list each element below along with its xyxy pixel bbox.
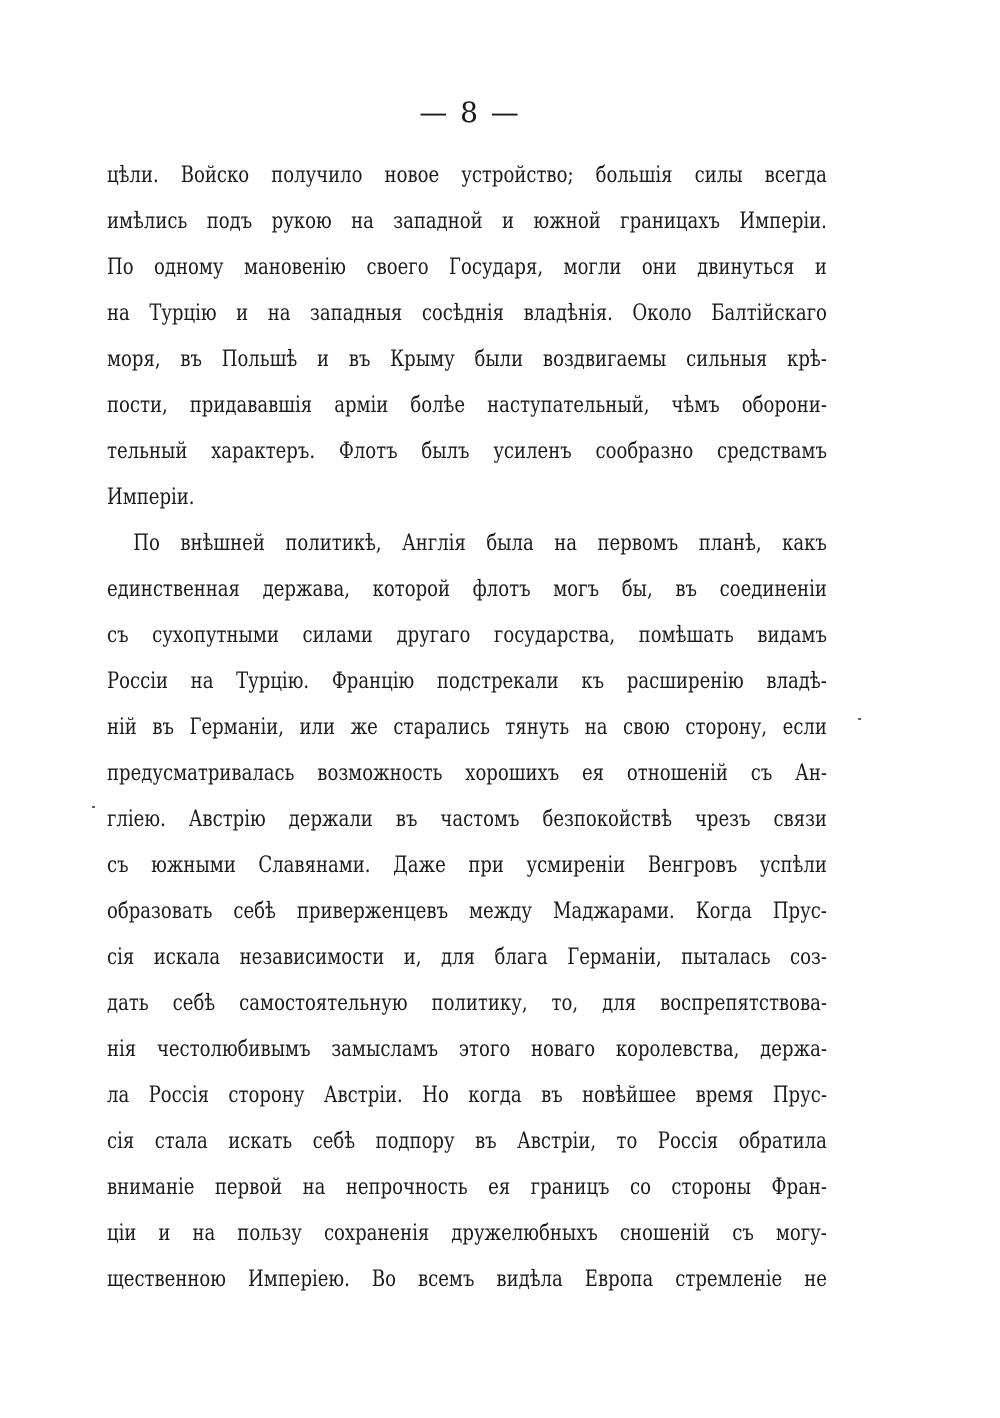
text-line: моря, въ Польшѣ и въ Крыму были воздвигаемы сильныя крѣ- xyxy=(107,347,827,372)
text-line: ла Россія сторону Австріи. Но когда въ новѣйшее время Прус- xyxy=(107,1083,827,1108)
text-line: съ сухопутными силами другаго государства, помѣшать видамъ xyxy=(107,623,827,648)
text-line: на Турцію и на западныя сосѣднія владѣнія. Около Балтійскаго xyxy=(107,301,827,326)
text-line: единственная держава, которой флотъ могъ бы, въ соединеніи xyxy=(107,577,827,602)
text-line: съ южными Славянами. Даже при усмиреніи Венгровъ успѣли xyxy=(107,853,827,878)
text-line: цѣли. Войско получило новое устройство; большія силы всегда xyxy=(107,163,827,188)
text-line: имѣлись подъ рукою на западной и южной границахъ Имперіи. xyxy=(107,209,827,234)
scan-speck xyxy=(858,718,861,720)
text-line: Россіи на Турцію. Францію подстрекали къ расширенію владѣ- xyxy=(107,669,827,694)
text-line: вниманіе первой на непрочность ея границъ со стороны Фран- xyxy=(107,1175,827,1200)
text-line: По внѣшней политикѣ, Англія была на первомъ планѣ, какъ xyxy=(133,531,827,556)
text-line: пости, придававшія арміи болѣе наступательный, чѣмъ оборони- xyxy=(107,393,827,418)
page-number: — 8 — xyxy=(419,96,521,129)
body-text xyxy=(107,153,827,1303)
text-line: дать себѣ самостоятельную политику, то, для воспрепятствова- xyxy=(107,991,827,1016)
text-line: предусматривалась возможность хорошихъ ея отношеній съ Ан- xyxy=(107,761,827,786)
text-line: сія стала искать себѣ подпору въ Австріи, то Россія обратила xyxy=(107,1129,827,1154)
text-line: ній въ Германіи, или же старались тянуть на свою сторону, если xyxy=(107,715,827,740)
text-line: щественною Имперіею. Во всемъ видѣла Европа стремленіе не xyxy=(107,1267,827,1292)
text-line: нія честолюбивымъ замысламъ этого новаго королевства, держа- xyxy=(107,1037,827,1062)
text-line: По одному мановенію своего Государя, могли они двинуться и xyxy=(107,255,827,280)
text-line: сія искала независимости и, для блага Германіи, пыталась соз- xyxy=(107,945,827,970)
text-line: гліею. Австрію держали въ частомъ безпокойствѣ чрезъ связи xyxy=(107,807,827,832)
text-line: тельный характеръ. Флотъ былъ усиленъ сообразно средствамъ xyxy=(107,439,827,464)
text-line: образовать себѣ приверженцевъ между Маджарами. Когда Прус- xyxy=(107,899,827,924)
text-line: Имперіи. xyxy=(107,485,195,510)
scan-speck xyxy=(92,806,95,808)
text-line: ціи и на пользу сохраненія дружелюбныхъ сношеній съ могу- xyxy=(107,1221,827,1246)
